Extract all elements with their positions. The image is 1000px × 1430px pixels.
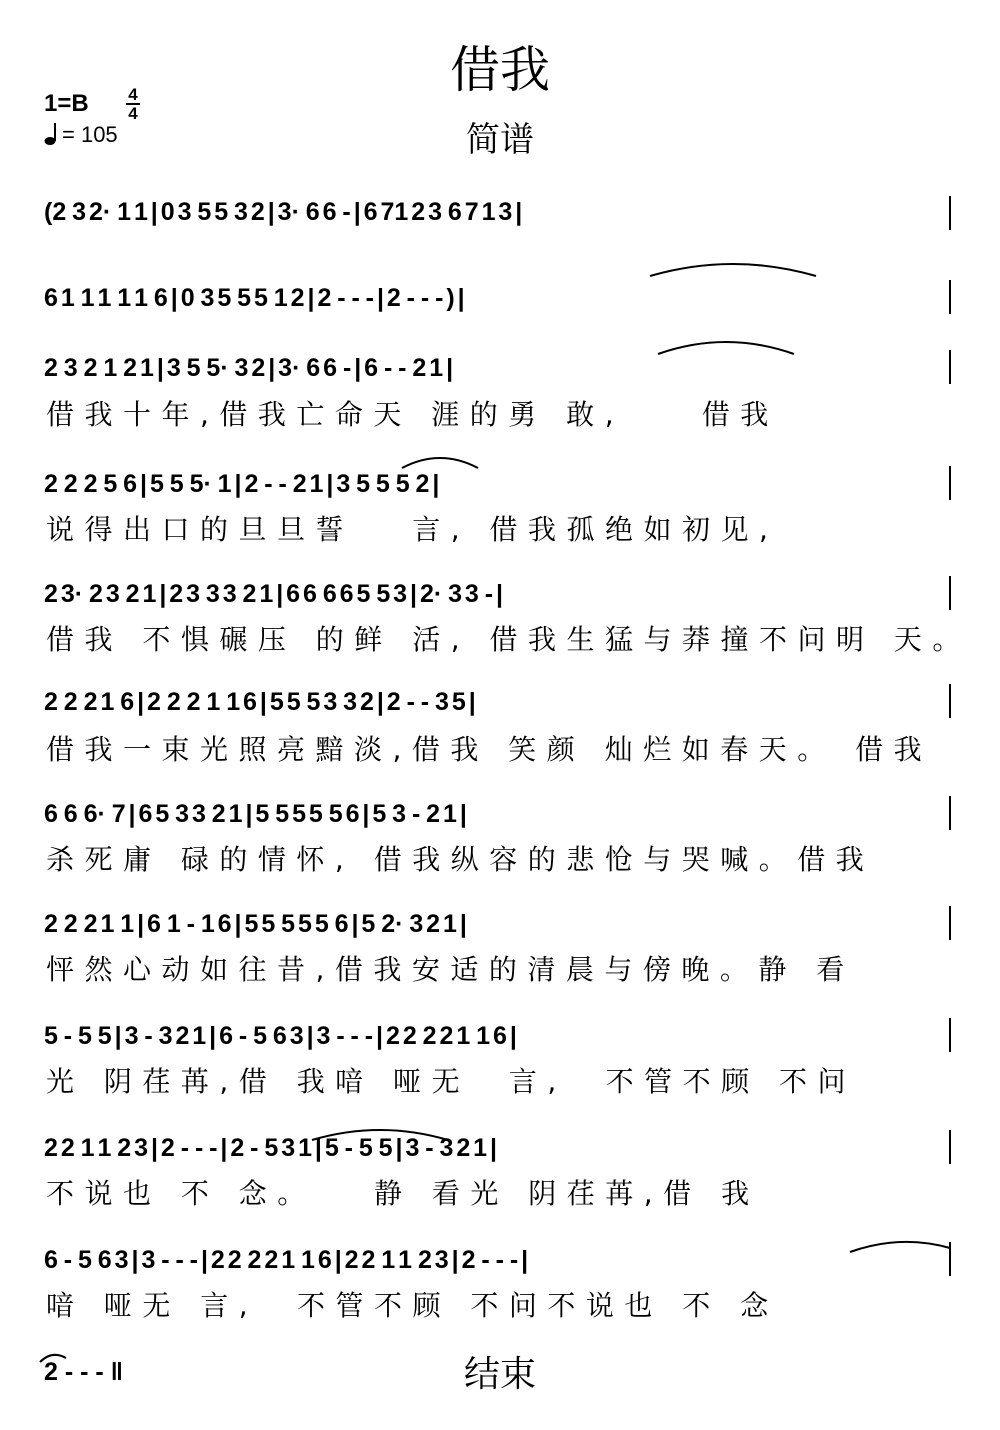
notes-row-9: 5 - 5 5 | 3 - 3 2 1 | 6 - 5 6 3 | 3 - - - | 2 2 2 2 1 1 6 | [44, 1022, 517, 1050]
lyrics-row-10: 不说也 不 念。 静 看光 阴荏苒,借 我 [46, 1177, 760, 1210]
notes-row-6: 2 2 2 1 6 | 2 2 2 1 1 6 | 5 5 5 3 3 2 | 2 - - 3 5 | [44, 688, 476, 716]
notes-row-2: 6 1 1 1 1 1 6 | 0 3 5 5 5 1 2 | 2 - - - | 2 - - - ) | [44, 284, 465, 312]
right-barline [949, 350, 951, 384]
lyrics-row-9: 光 阴荏苒,借 我喑 哑无 言, 不管不顾 不问 [46, 1065, 857, 1098]
end-label: 结束 [463, 1354, 536, 1395]
lyrics-row-5: 借我 不惧碾压 的鲜 活, 借我生猛与莽撞不问明 天。 [46, 623, 971, 656]
slur-arc [400, 452, 480, 470]
right-barline [949, 280, 951, 314]
right-barline [949, 576, 951, 610]
notes-row-4: 2 2 2 5 6 | 5 5 5· 1 | 2 - - 2 1 | 3 5 5 5 2 | [44, 470, 440, 498]
right-barline [949, 1018, 951, 1052]
notes-row-5: 2 3· 2 3 2 1 | 2 3 3 3 2 1 | 6 6 6 6 5 5 3 | 2· 3 3 - | [44, 580, 503, 608]
notes-row-8: 2 2 2 1 1 | 6 1 - 1 6 | 5 5 5 5 5 6 | 5 2· 3 2 1 | [44, 910, 467, 938]
lyrics-row-6: 借我一束光照亮黯淡,借我 笑颜 灿烂如春天。 借我 [46, 733, 933, 766]
lyrics-row-3: 借我十年,借我亡命天 涯的勇 敢, 借我 [46, 398, 779, 431]
song-title: 借我 [450, 41, 550, 99]
slur-arc [648, 258, 818, 278]
slur-arc [656, 336, 796, 356]
lyrics-row-4: 说得出口的旦旦誓 言, 借我孤绝如初见, [46, 513, 779, 546]
tempo-value: = 105 [62, 122, 118, 147]
time-sig-top: 4 [128, 85, 138, 104]
notes-row-3: 2 3 2 1 2 1 | 3 5 5· 3 2 | 3· 6 6 - | 6 - - 2 1 | [44, 354, 454, 382]
right-barline [949, 1130, 951, 1164]
right-barline [949, 906, 951, 940]
right-barline [949, 796, 951, 830]
slur-arc [310, 1124, 450, 1142]
key-signature: 1=B [44, 90, 89, 117]
right-barline [949, 196, 951, 230]
notes-row-11: 6 - 5 6 3 | 3 - - - | 2 2 2 2 1 1 6 | 2 2 1 1 2 3 | 2 - - - | [44, 1246, 529, 1274]
lyrics-row-11: 喑 哑无 言, 不管不顾 不问不说也 不 念 [46, 1289, 779, 1322]
notes-row-10: 2 2 1 1 2 3 | 2 - - - | 2 - 5 3 1 | 5 - 5 5 | 3 - 3 2 1 | [44, 1134, 498, 1162]
right-barline [949, 466, 951, 500]
lyrics-row-8: 怦然心动如往昔,借我安适的清晨与傍晚。静 看 [46, 953, 855, 986]
notes-row-1: (2 3 2· 1 1 | 0 3 5 5 3 2 | 3· 6 6 - | 6 71 2 3 6 7 1 3 | [44, 198, 523, 226]
final-measure: 2 - - - ‖ [44, 1358, 124, 1386]
notes-row-7: 6 6 6· 7 | 6 5 3 3 2 1 | 5 5 5 5 5 6 | 5 3 - 2 1 | [44, 800, 467, 828]
notation-type: 简谱 [466, 120, 534, 160]
lyrics-row-7: 杀死庸 碌的情怀, 借我纵容的悲怆与哭喊。借我 [46, 843, 875, 876]
right-barline [949, 684, 951, 718]
slur-arc [848, 1236, 952, 1254]
time-sig-bottom: 4 [128, 104, 138, 123]
